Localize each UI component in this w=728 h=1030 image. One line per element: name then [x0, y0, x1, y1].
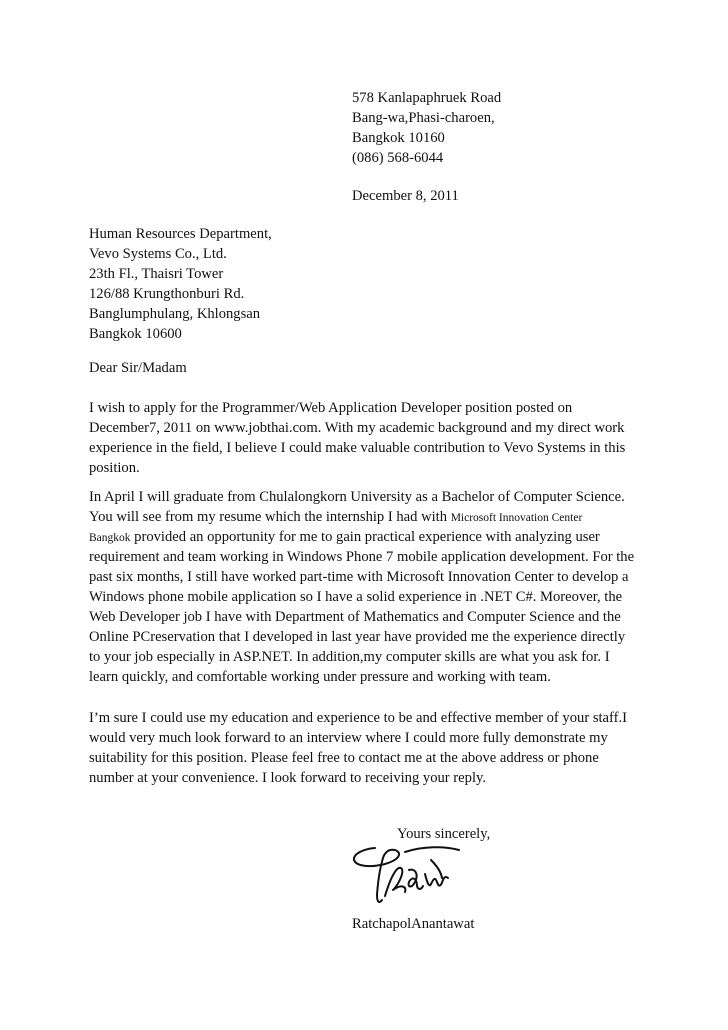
paragraph-line: In April I will graduate from Chulalongkorn University as a Bachelor of Computer Science.	[89, 489, 625, 505]
paragraph-line	[89, 507, 649, 527]
letter-date	[352, 186, 459, 206]
paragraph-application	[89, 398, 649, 478]
paragraph-line: experience in the field, I believe I could make valuable contribution to Vevo Systems in this	[89, 440, 626, 456]
paragraph-line: December7, 2011 on www.jobthai.com. With my academic background and my direct work	[89, 420, 625, 436]
paragraph-line: Online PCreservation that I developed in last year have provided me the experience directly	[89, 629, 626, 645]
salutation-text: Dear Sir/Madam	[89, 360, 187, 376]
sender-address-line: Bang-wa,Phasi-charoen,	[352, 110, 495, 126]
sender-address	[352, 88, 501, 168]
salutation	[89, 358, 187, 378]
date-text: December 8, 2011	[352, 188, 459, 204]
paragraph-text: You will see from my resume which the internship I had with	[89, 509, 451, 525]
paragraph-line: suitability for this position. Please feel free to contact me at the above address or phone	[89, 750, 599, 766]
paragraph-line	[89, 527, 649, 547]
recipient-line: Vevo Systems Co., Ltd.	[89, 246, 227, 262]
paragraph-line: Windows phone mobile application so I have a solid experience in .NET C#. Moreover, the	[89, 589, 623, 605]
recipient-line: 23th Fl., Thaisri Tower	[89, 266, 224, 282]
paragraph-line: would very much look forward to an interview where I could more fully demonstrate my	[89, 730, 608, 746]
signer-name	[352, 914, 474, 934]
paragraph-line: I’m sure I could use my education and experience to be and effective member of your staff.I	[89, 710, 628, 726]
recipient-line: Banglumphulang, Khlongsan	[89, 306, 261, 322]
paragraph-line: requirement and team working in Windows Phone 7 mobile application development. For the	[89, 549, 635, 565]
paragraph-line: learn quickly, and comfortable working under pressure and working with team.	[89, 669, 551, 685]
paragraph-text: provided an opportunity for me to gain practical experience with analyzing user	[130, 529, 600, 545]
paragraph-line: to your job especially in ASP.NET. In addition,my computer skills are what you ask for. I	[89, 649, 610, 665]
company-city-small: Bangkok	[89, 532, 131, 544]
paragraph-line: position.	[89, 460, 140, 476]
company-name-small: Microsoft Innovation Center	[450, 512, 583, 524]
sender-address-line: 578 Kanlapaphruek Road	[352, 90, 502, 106]
paragraph-closing	[89, 708, 649, 788]
closing-text: Yours sincerely,	[397, 826, 491, 842]
paragraph-line: Web Developer job I have with Department of Mathematics and Computer Science and the	[89, 609, 621, 625]
recipient-line: Bangkok 10600	[89, 326, 182, 342]
paragraph-line: number at your convenience. I look forward to receiving your reply.	[89, 770, 486, 786]
paragraph-experience	[89, 487, 649, 687]
recipient-line: Human Resources Department,	[89, 226, 272, 242]
handwritten-signature-icon	[345, 840, 465, 910]
signer-name-text: RatchapolAnantawat	[352, 916, 475, 932]
recipient-line: 126/88 Krungthonburi Rd.	[89, 286, 245, 302]
recipient-address	[89, 224, 272, 344]
sender-phone: (086) 568-6044	[352, 150, 444, 166]
sender-address-line: Bangkok 10160	[352, 130, 445, 146]
paragraph-line: past six months, I still have worked part-time with Microsoft Innovation Center to develop a	[89, 569, 629, 585]
paragraph-line: I wish to apply for the Programmer/Web Application Developer position posted on	[89, 400, 573, 416]
